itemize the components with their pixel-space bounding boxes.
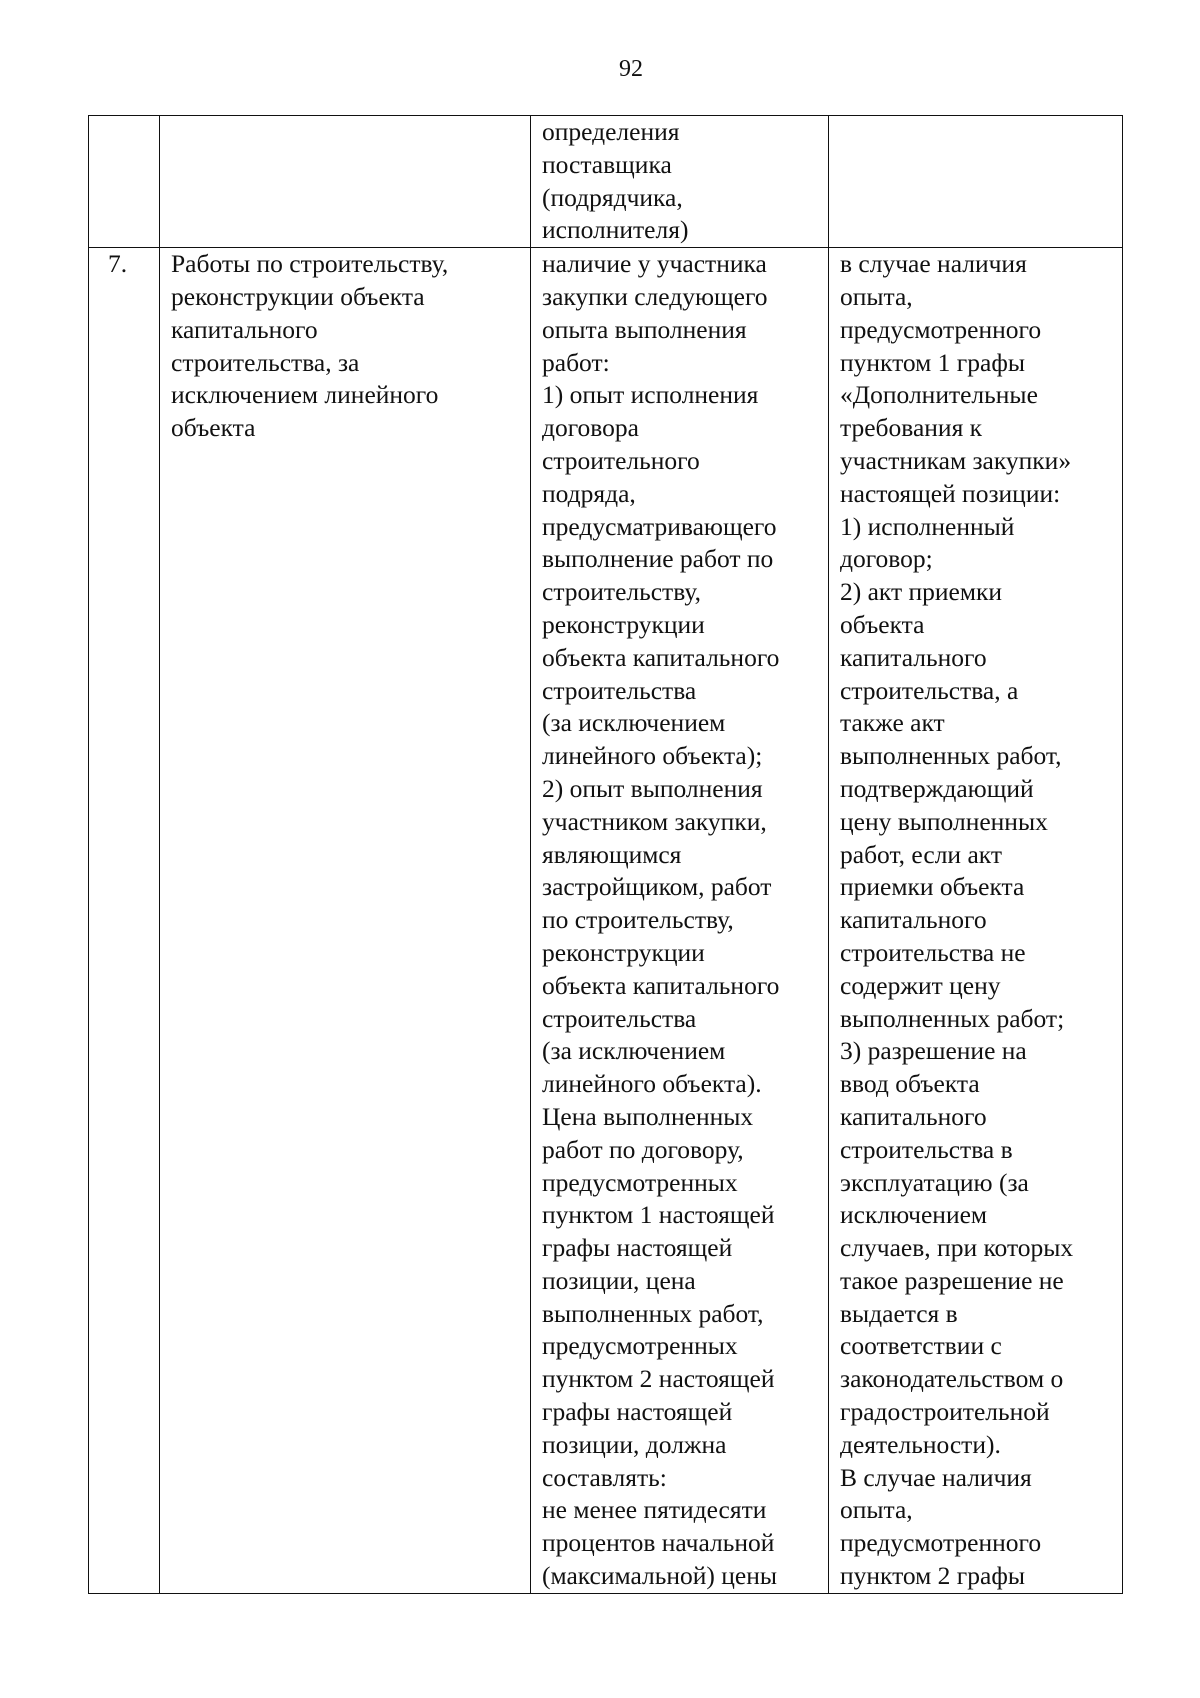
- cell-text-line: требования к: [840, 413, 983, 443]
- cell-text-line: объекта: [171, 413, 256, 443]
- cell-text-line: закупки следующего: [542, 281, 768, 311]
- cell-text-line: определения: [542, 117, 680, 146]
- cell-text-line: 2) акт приемки: [840, 577, 1003, 607]
- cell-text-line: предусматривающего: [542, 511, 777, 541]
- cell-text-line: содержит цену: [840, 970, 1001, 1000]
- cell-text-line: подряда,: [542, 478, 636, 508]
- requirements-table: [88, 115, 1123, 1594]
- cell-text-line: графы настоящей: [542, 1233, 733, 1263]
- cell-text-line: строительства в: [840, 1134, 1013, 1164]
- cell-text-line: пунктом 2 графы: [840, 1561, 1025, 1591]
- cell-text-line: опыта выполнения: [542, 314, 747, 344]
- cell-text-line: линейного объекта).: [542, 1069, 762, 1099]
- cell-text-line: реконструкции объекта: [171, 281, 425, 311]
- cell-text-line: случаев, при которых: [840, 1233, 1074, 1263]
- cell-text-line: строительства: [542, 675, 697, 705]
- table-row-continuation: [89, 116, 1123, 248]
- cell-number: [89, 116, 160, 248]
- table-row-7: [89, 248, 1123, 1594]
- cell-text-line: работ, если акт: [840, 839, 1002, 869]
- cell-text-line: соответствии с: [840, 1331, 1002, 1361]
- cell-text-line: предусмотренного: [840, 314, 1042, 344]
- cell-text-line: 2) опыт выполнения: [542, 773, 763, 803]
- cell-text-line: (подрядчика,: [542, 182, 683, 212]
- cell-text-line: (за исключением: [542, 708, 726, 738]
- cell-text-line: строительства: [542, 1003, 697, 1033]
- cell-text-line: предусмотренных: [542, 1331, 738, 1361]
- cell-requirements: [531, 116, 829, 248]
- cell-text-line: реконструкции: [542, 937, 705, 967]
- cell-work-name: [160, 248, 531, 1594]
- cell-text-line: строительного: [542, 445, 700, 475]
- cell-text-line: 3) разрешение на: [840, 1036, 1027, 1066]
- cell-text-line: пунктом 1 графы: [840, 347, 1025, 377]
- cell-text-line: объекта капитального: [542, 970, 780, 1000]
- cell-text-line: составлять:: [542, 1462, 667, 1492]
- cell-text-line: Работы по строительству,: [171, 249, 449, 279]
- cell-text-line: исключением линейного: [171, 380, 439, 410]
- cell-text-line: настоящей позиции:: [840, 478, 1061, 508]
- cell-text-line: градостроительной: [840, 1397, 1050, 1427]
- cell-text-line: строительства, а: [840, 675, 1019, 705]
- cell-requirements: [531, 248, 829, 1594]
- cell-text-line: не менее пятидесяти: [542, 1495, 767, 1525]
- cell-text-line: процентов начальной: [542, 1528, 775, 1558]
- cell-text-line: «Дополнительные: [840, 380, 1038, 410]
- cell-text-line: договор;: [840, 544, 933, 574]
- cell-text-line: работ:: [542, 347, 610, 377]
- cell-text-line: законодательством о: [840, 1364, 1064, 1394]
- cell-text-line: подтверждающий: [840, 773, 1034, 803]
- cell-text-line: являющимся: [542, 839, 682, 869]
- cell-text-line: объекта капитального: [542, 642, 780, 672]
- cell-text-line: исключением: [840, 1200, 988, 1230]
- cell-text-line: поставщика: [542, 149, 672, 179]
- cell-text-line: 1) опыт исполнения: [542, 380, 759, 410]
- cell-text-line: 1) исполненный: [840, 511, 1015, 541]
- cell-text-line: В случае наличия: [840, 1462, 1032, 1492]
- cell-text-line: графы настоящей: [542, 1397, 733, 1427]
- cell-text-line: ввод объекта: [840, 1069, 980, 1099]
- cell-documents: [829, 116, 1123, 248]
- cell-text-line: также акт: [840, 708, 945, 738]
- cell-text-line: позиции, должна: [542, 1429, 727, 1459]
- cell-text-line: по строительству,: [542, 905, 734, 935]
- page-number: 92: [619, 56, 643, 82]
- cell-number: [89, 248, 160, 1594]
- cell-text-line: такое разрешение не: [840, 1265, 1064, 1295]
- cell-text-line: объекта: [840, 609, 925, 639]
- cell-text-line: капитального: [840, 1101, 987, 1131]
- cell-text-line: строительства не: [840, 937, 1026, 967]
- cell-text-line: застройщиком, работ: [542, 872, 772, 902]
- cell-text-line: опыта,: [840, 281, 913, 311]
- cell-text-line: капитального: [171, 314, 318, 344]
- cell-text-line: капитального: [840, 642, 987, 672]
- cell-text-line: (максимальной) цены: [542, 1561, 778, 1591]
- cell-text-line: приемки объекта: [840, 872, 1025, 902]
- cell-documents: [829, 248, 1123, 1594]
- cell-text-line: позиции, цена: [542, 1265, 696, 1295]
- cell-text-line: предусмотренного: [840, 1528, 1042, 1558]
- cell-text-line: исполнителя): [542, 215, 689, 245]
- cell-work-name: [160, 116, 531, 248]
- cell-text-line: наличие у участника: [542, 249, 767, 279]
- cell-text-line: выполнение работ по: [542, 544, 774, 574]
- cell-text-line: участникам закупки»: [840, 445, 1072, 475]
- cell-text-line: договора: [542, 413, 639, 443]
- cell-text-line: капитального: [840, 905, 987, 935]
- cell-text-line: участником закупки,: [542, 806, 767, 836]
- row-number: 7.: [108, 249, 128, 279]
- cell-text-line: деятельности).: [840, 1429, 1001, 1459]
- cell-text-line: (за исключением: [542, 1036, 726, 1066]
- cell-text-line: пунктом 1 настоящей: [542, 1200, 775, 1230]
- cell-text-line: цену выполненных: [840, 806, 1048, 836]
- cell-text-line: строительству,: [542, 577, 701, 607]
- cell-text-line: Цена выполненных: [542, 1101, 754, 1131]
- cell-text-line: в случае наличия: [840, 249, 1027, 279]
- cell-text-line: реконструкции: [542, 609, 705, 639]
- cell-text-line: выдается в: [840, 1298, 958, 1328]
- cell-text-line: работ по договору,: [542, 1134, 744, 1164]
- cell-text-line: пунктом 2 настоящей: [542, 1364, 775, 1394]
- cell-text-line: эксплуатацию (за: [840, 1167, 1029, 1197]
- cell-text-line: выполненных работ,: [840, 741, 1062, 771]
- cell-text-line: предусмотренных: [542, 1167, 738, 1197]
- cell-text-line: выполненных работ;: [840, 1003, 1065, 1033]
- cell-text-line: линейного объекта);: [542, 741, 763, 771]
- cell-text-line: выполненных работ,: [542, 1298, 764, 1328]
- cell-text-line: опыта,: [840, 1495, 913, 1525]
- cell-text-line: строительства, за: [171, 347, 360, 377]
